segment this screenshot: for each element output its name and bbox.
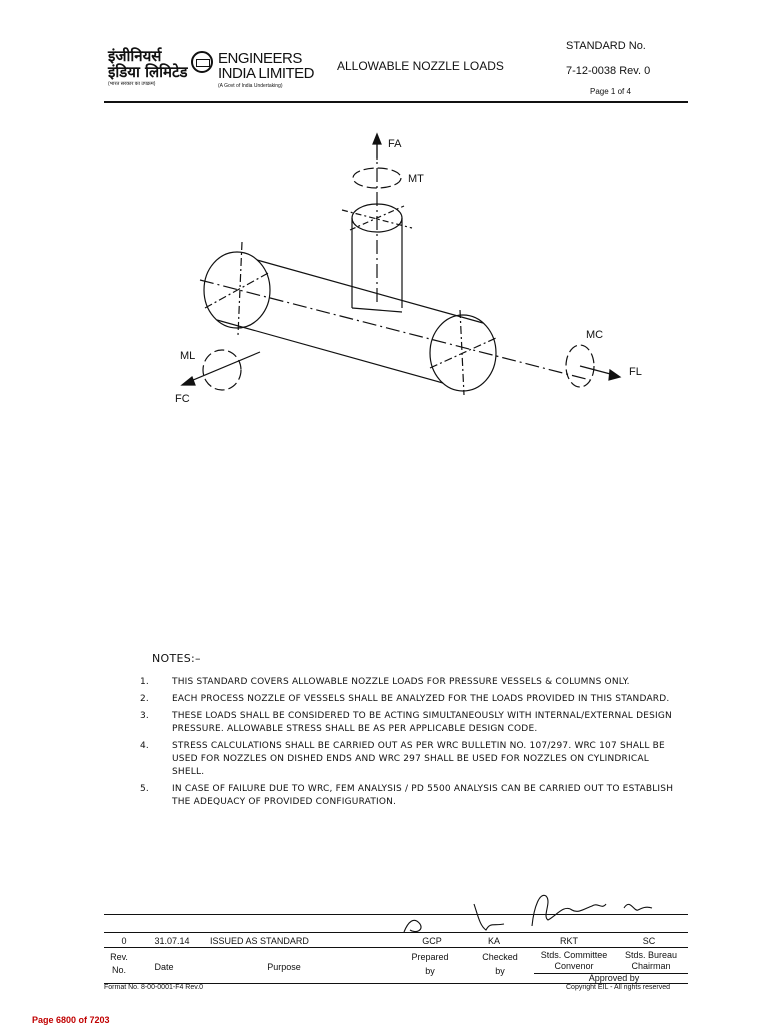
list-item: [140, 693, 680, 706]
label-fc: FC: [175, 393, 190, 405]
purpose-value: ISSUED AS STANDARD: [210, 936, 309, 946]
nozzle-base: [352, 308, 402, 312]
note-text: STRESS CALCULATIONS SHALL BE CARRIED OUT AS PER WRC BULLETIN NO. 107/297. WRC 107 SHALL BE USED FOR NOZZLES ON DISHED ENDS AND WRC 297 SHALL BE USED FOR NOZZLES ON CYLINDRICAL SHELL.: [172, 741, 665, 777]
convenor-header-line1: Stds. Committee: [540, 950, 608, 960]
document-title: ALLOWABLE NOZZLE LOADS: [337, 59, 504, 73]
format-number: Format No. 8-00-0001-F4 Rev.0: [104, 984, 204, 991]
list-item: [140, 740, 680, 779]
note-text: THESE LOADS SHALL BE CONSIDERED TO BE ACTING SIMULTANEOUSLY WITH INTERNAL/EXTERNAL DESIGN PRESSURE. ALLOWABLE STRESS SHALL BE AS PER APPLICABLE DESIGN CODE.: [172, 711, 672, 734]
label-ml: ML: [180, 350, 196, 362]
note-number: 3.: [140, 711, 149, 721]
page-indicator: Page 1 of 4: [590, 87, 631, 96]
date-header: Date: [154, 962, 174, 972]
label-mc: MC: [586, 329, 604, 341]
list-item: [140, 710, 680, 736]
note-text: EACH PROCESS NOZZLE OF VESSELS SHALL BE ANALYZED FOR THE LOADS PROVIDED IN THIS STANDARD.: [172, 694, 670, 704]
notes-list: [140, 676, 680, 813]
note-number: 4.: [140, 741, 149, 751]
company-logo-hindi: [108, 48, 188, 80]
date-value: 31.07.14: [154, 936, 190, 946]
signature-rkt: [532, 895, 606, 926]
label-mt: MT: [408, 173, 424, 185]
logo-en-line2: INDIA LIMITED: [218, 65, 315, 82]
logo-hindi-subtitle: (भारत सरकार का उपक्रम): [108, 81, 156, 87]
prepared-header: [404, 952, 456, 977]
shell-top-edge: [257, 260, 483, 323]
shell-left-cross: [205, 272, 270, 308]
ml-moment-loop: [203, 350, 241, 390]
note-text: IN CASE OF FAILURE DUE TO WRC, FEM ANALYSIS / PD 5500 ANALYSIS CAN BE CARRIED OUT TO ESTABLISH THE ADEQUACY OF PROVIDED CONFIGURATION.: [172, 784, 674, 807]
note-text: THIS STANDARD COVERS ALLOWABLE NOZZLE LOADS FOR PRESSURE VESSELS & COLUMNS ONLY.: [172, 677, 630, 687]
note-number: 1.: [140, 677, 149, 687]
prepared-value: GCP: [422, 936, 442, 946]
chairman-value: SC: [642, 936, 656, 946]
page-marker: Page 6800 of 7203: [32, 1015, 110, 1025]
fl-arrowhead: [609, 370, 620, 380]
logo-english-subtitle: (A Govt of India Undertaking): [218, 83, 283, 89]
rev-header-line2: No.: [111, 965, 126, 975]
eil-emblem-icon: [191, 51, 213, 73]
checked-header-line2: by: [495, 966, 505, 976]
company-logo-english: [218, 51, 314, 81]
list-item: [140, 676, 680, 689]
fc-arrow: [186, 352, 260, 383]
revision-table: [104, 914, 688, 984]
chairman-header-line1: Stds. Bureau: [624, 950, 678, 960]
purpose-header: Purpose: [267, 962, 301, 972]
logo-hindi-line2: इंडिया लिमिटेड: [108, 63, 188, 81]
label-fa: FA: [388, 138, 402, 150]
approved-header: Approved by: [588, 973, 640, 983]
fc-arrowhead: [182, 377, 195, 385]
standard-number: 7-12-0038 Rev. 0: [566, 65, 651, 77]
convenor-header-line2: Convenor: [554, 961, 594, 971]
rev-header: [104, 952, 134, 976]
label-fl: FL: [629, 366, 642, 378]
header-divider: [104, 101, 688, 103]
signature-sc: [624, 904, 652, 910]
shell-axis: [200, 280, 590, 380]
copyright-note: Copyright EIL - All rights reserved: [566, 984, 671, 991]
note-number: 5.: [140, 784, 149, 794]
signatures-area: [394, 886, 674, 936]
nozzle-load-diagram: [160, 130, 660, 410]
chairman-header-line2: Chairman: [631, 961, 671, 971]
chairman-header: [616, 950, 686, 972]
signature-gcp: [404, 920, 421, 932]
checked-value: KA: [487, 936, 500, 946]
table-rule: [104, 947, 688, 948]
prepared-header-line2: by: [425, 966, 435, 976]
logo-en-line1: ENGINEERS: [218, 50, 302, 67]
shell-bottom-edge: [217, 320, 443, 383]
logo-hindi-line1: इंजीनियर्स: [108, 47, 162, 65]
convenor-header: [534, 950, 614, 972]
prepared-header-line1: Prepared: [411, 952, 449, 962]
rev-header-line1: Rev.: [110, 952, 128, 962]
standard-label: STANDARD No.: [566, 40, 646, 52]
signature-ka: [474, 904, 504, 930]
rev-value: 0: [121, 936, 127, 946]
notes-heading: NOTES:–: [152, 652, 201, 665]
shell-left-vertical: [238, 242, 242, 335]
fa-arrowhead: [373, 134, 381, 144]
note-number: 2.: [140, 694, 149, 704]
list-item: [140, 783, 680, 809]
checked-header: [474, 952, 526, 977]
checked-header-line1: Checked: [482, 952, 518, 962]
convenor-value: RKT: [560, 936, 578, 946]
